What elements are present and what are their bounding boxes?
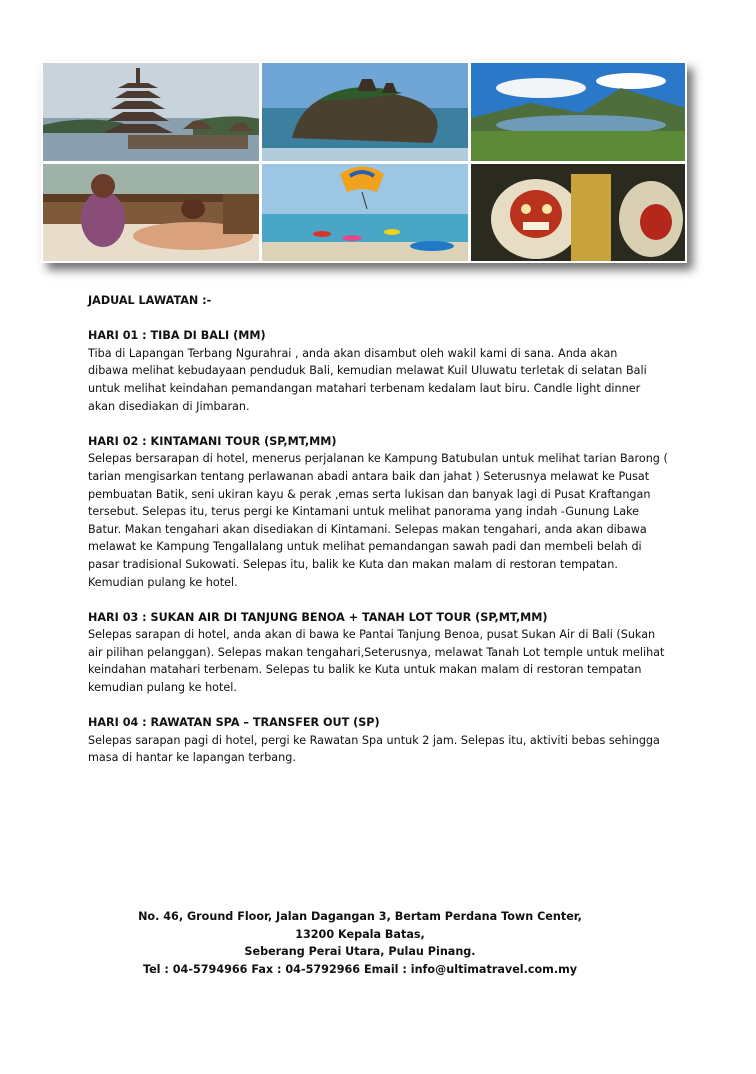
day-text-line: pembuatan Batik, seni ukiran kayu & perak ,emas serta lukisan dan banyak lagi di Pusat Kraftangan [88, 487, 651, 501]
day-text-line: dibawa melihat kebudayaan penduduk Bali, kemudian melawat Kuil Uluwatu terletak di selatan Bali [88, 364, 647, 378]
photo-collage [41, 61, 687, 263]
day-text-line: kemudian pulang ke hotel. [88, 681, 237, 695]
day-text-line: Selepas sarapan pagi di hotel, pergi ke Rawatan Spa untuk 2 jam. Selepas itu, aktiviti bebas sehingga [88, 733, 660, 747]
company-footer [100, 908, 620, 978]
day-text-line: Batur. Makan tengahari akan disediakan di Kintamani. Selepas makan tengahari, anda akan dibawa [88, 522, 647, 536]
day-heading: HARI 01 : TIBA DI BALI (MM) [88, 329, 266, 343]
day-text-line: Kemudian pulang ke hotel. [88, 575, 238, 589]
massage-spa-image [43, 164, 259, 261]
day-text-line: tarian mengisarkan tentang perlawanan abadi antara baik dan jahat ) Seterusnya melawat ke Pusat [88, 469, 650, 483]
day-text-line: masa di hantar ke lapangan terbang. [88, 751, 296, 765]
day-text-line: tersebut. Selepas itu, terus pergi ke Kintamani untuk melihat panorama yang indah -Gunung Lake [88, 505, 640, 519]
day-text-line: keindahan matahari terbenam. Selepas tu balik ke Kuta untuk makan malam di restoran tempatan [88, 663, 642, 677]
contact-line: Tel : 04-5794966 Fax : 04-5792966 Email : info@ultimatravel.com.my [142, 962, 578, 976]
day-text-line: Tiba di Lapangan Terbang Ngurahrai , anda akan disambut oleh wakil kami di sana. Anda akan [88, 346, 618, 360]
barong-mask-image [471, 164, 685, 261]
day-text-line: untuk melihat keindahan pemandangan matahari terbenam kedalam laut biru. Candle light dinner [88, 381, 641, 395]
day-heading: HARI 02 : KINTAMANI TOUR (SP,MT,MM) [88, 434, 337, 448]
parasail-beach-image [262, 164, 468, 261]
day-text-line: pasar tradisional Sukowati. Selepas itu, balik ke Kuta dan makan malam di restoran tempatan. [88, 557, 618, 571]
day-text-line: air pilihan pelanggan). Selepas makan tengahari,Seterusnya, melawat Tanah Lot temple untuk melihat [88, 645, 665, 659]
day-text-line: akan disediakan di Jimbaran. [88, 399, 250, 413]
itinerary [88, 292, 678, 767]
mountain-lake-image [471, 63, 685, 161]
day-heading: HARI 03 : SUKAN AIR DI TANJUNG BENOA + TANAH LOT TOUR (SP,MT,MM) [88, 610, 548, 624]
rock-temple-image [262, 63, 468, 161]
itinerary-title: JADUAL LAWATAN :- [88, 294, 212, 307]
day-text-line: Selepas bersarapan di hotel, menerus perjalanan ke Kampung Batubulan untuk melihat tarian Barong ( [88, 452, 668, 466]
pagoda-temple-image [43, 63, 259, 161]
address-line: Seberang Perai Utara, Pulau Pinang. [244, 945, 476, 959]
day-text-line: Selepas sarapan di hotel, anda akan di bawa ke Pantai Tanjung Benoa, pusat Sukan Air di Bali (Sukan [88, 628, 656, 642]
address-line: 13200 Kepala Batas, [295, 927, 425, 941]
day-text-line: melawat ke Kampung Tengallalang untuk melihat pemandangan sawah padi dan membeli belah di [88, 540, 642, 554]
address-line: No. 46, Ground Floor, Jalan Dagangan 3, Bertam Perdana Town Center, [138, 910, 582, 923]
day-heading: HARI 04 : RAWATAN SPA – TRANSFER OUT (SP) [88, 716, 380, 730]
